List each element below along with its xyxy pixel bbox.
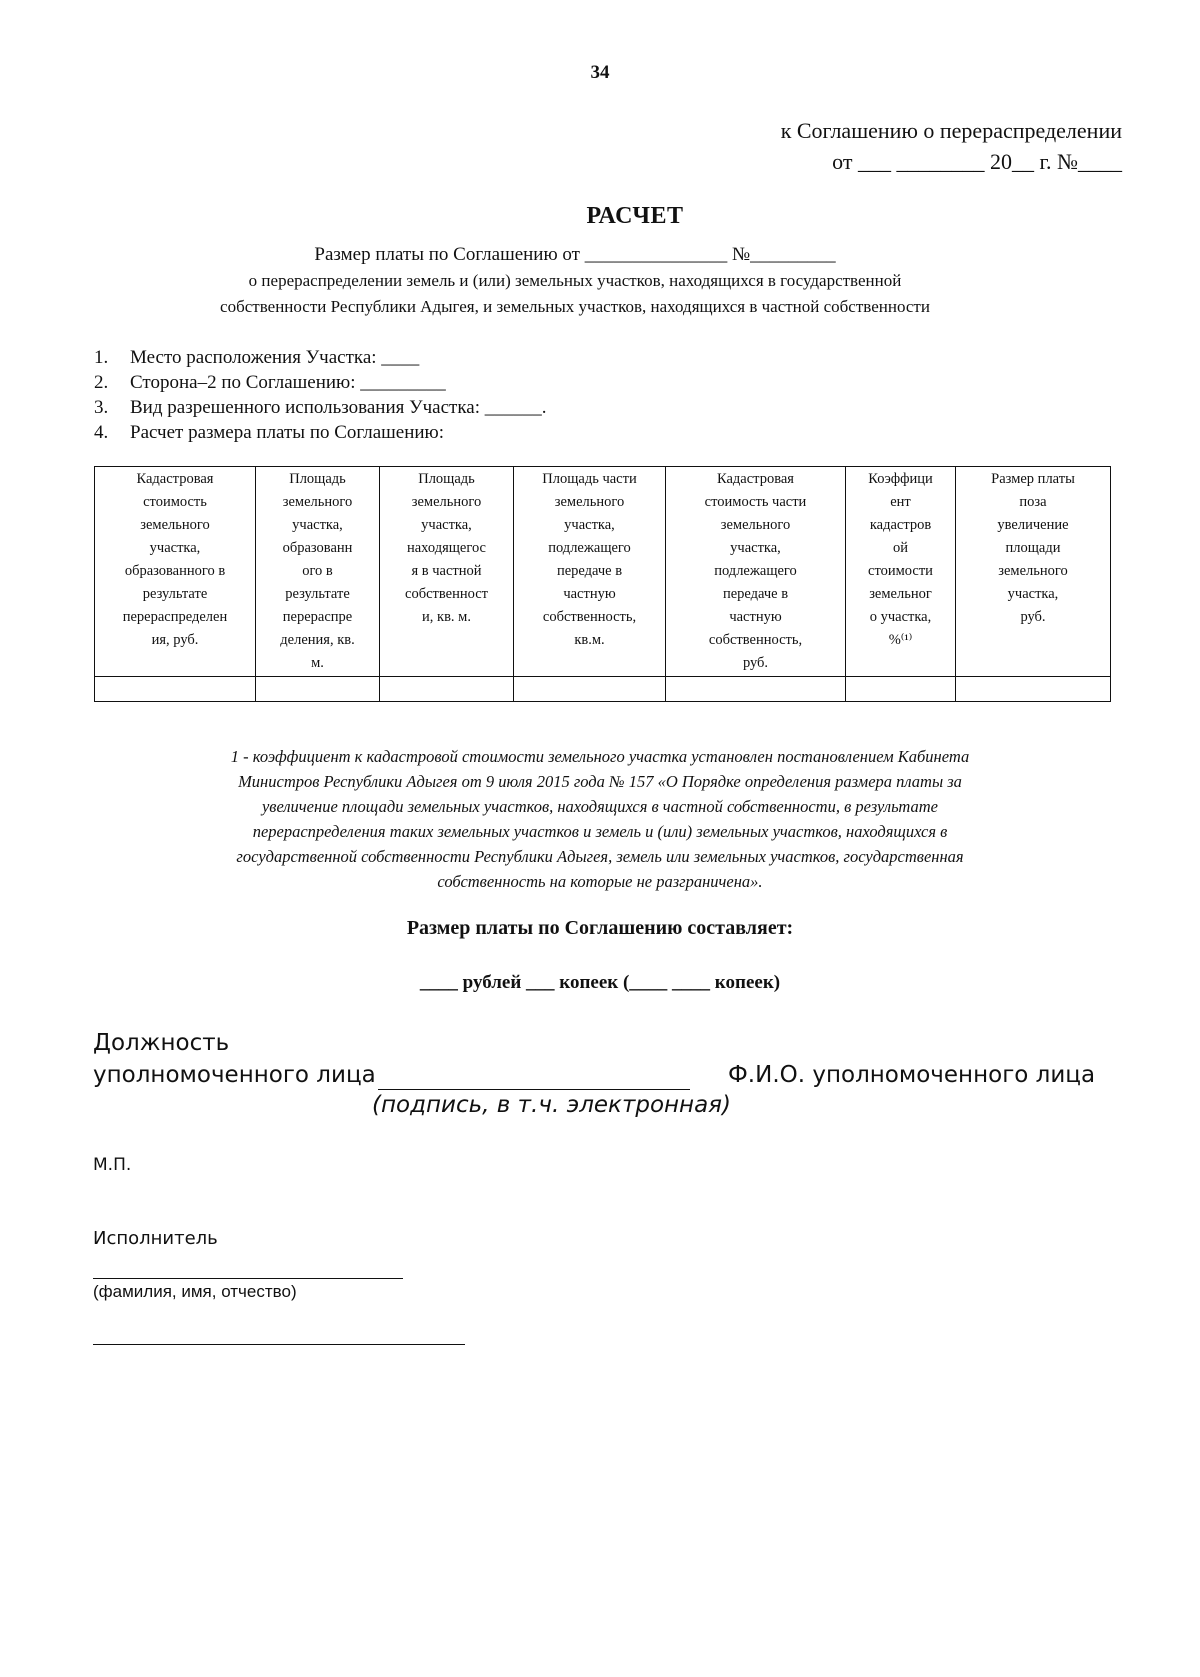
footnote-line: 1 - коэффициент к кадастровой стоимости земельного участка установлен постановлением Кабинета (230, 747, 970, 766)
table-header-cell: Кадастровая стоимость части земельного участка, подлежащего передаче в частную собственность, руб. (666, 467, 846, 677)
table-header-cell: Площадь земельного участка, находящегос я в частной собственност и, кв. м. (380, 467, 514, 677)
footnote-line: собственность на которые не разграничена». (437, 872, 763, 891)
position-label-continued: уполномоченного лица (93, 1062, 376, 1088)
list-item-number: 3. (94, 397, 109, 418)
table-cell (666, 677, 846, 702)
signature-caption: (подпись, в т.ч. электронная) (372, 1092, 731, 1118)
table-cell (95, 677, 256, 702)
footnote-line: увеличение площади земельных участков, находящихся в частной собственности, в результате (261, 797, 939, 816)
subtitle-agreement-line: Размер платы по Соглашению от _______________ №_________ (314, 244, 836, 265)
info-list (94, 345, 546, 445)
executor-name-line (93, 1278, 403, 1279)
list-item-number: 1. (94, 347, 109, 368)
table-cell (514, 677, 666, 702)
list-item-text: Место расположения Участка: ____ (130, 347, 420, 368)
table-header-cell: Площадь части земельного участка, подлежащего передаче в частную собственность, кв.м. (514, 467, 666, 677)
subtitle-description-line1: о перераспределении земель и (или) земельных участков, находящихся в государственной (248, 271, 902, 290)
list-item (94, 370, 546, 395)
list-item (94, 345, 546, 370)
table-header-cell: Площадь земельного участка, образованн ого в результате перераспре деления, кв. м. (256, 467, 380, 677)
payment-heading: Размер платы по Соглашению составляет: (406, 917, 794, 939)
footnote-line: государственной собственности Республики Адыгея, земель или земельных участков, государственная (236, 847, 964, 866)
executor-caption: (фамилия, имя, отчество) (93, 1282, 297, 1301)
table-cell (846, 677, 956, 702)
table-header-row (95, 467, 1111, 677)
table-header-cell: Размер платы поза увеличение площади земельного участка, руб. (956, 467, 1111, 677)
list-item-number: 4. (94, 422, 109, 443)
executor-contact-line (93, 1344, 465, 1345)
footnote (110, 744, 1090, 894)
list-item-text: Вид разрешенного использования Участка: ______. (130, 397, 547, 418)
list-item-text: Сторона–2 по Соглашению: _________ (130, 372, 446, 393)
table-row (95, 677, 1111, 702)
page-number: 34 (590, 62, 610, 83)
appendix-date-number: от ___ ________ 20__ г. №____ (832, 149, 1122, 174)
appendix-reference: к Соглашению о перераспределении (780, 118, 1122, 143)
payment-amount: ____ рублей ___ копеек (____ ____ копеек) (419, 972, 781, 993)
fio-label: Ф.И.О. уполномоченного лица (728, 1062, 1096, 1088)
table-cell (956, 677, 1111, 702)
calculation-table (94, 466, 1111, 702)
list-item-number: 2. (94, 372, 109, 393)
footnote-line: перераспределения таких земельных участков и земель и (или) земельных участков, находящихся в (252, 822, 948, 841)
table-cell (380, 677, 514, 702)
list-item (94, 395, 546, 420)
document-title: РАСЧЕТ (586, 203, 684, 229)
signature-line (378, 1089, 690, 1090)
footnote-line: Министров Республики Адыгея от 9 июля 2015 года № 157 «О Порядке определения размера платы за (238, 772, 962, 791)
list-item (94, 420, 546, 445)
subtitle-description-line2: собственности Республики Адыгея, и земельных участков, находящихся в частной собственности (220, 297, 930, 316)
table-header-cell: Коэффици ент кадастров ой стоимости земельног о участка, %⁽¹⁾ (846, 467, 956, 677)
table-header-cell: Кадастровая стоимость земельного участка, образованного в результате перераспределен ия, руб. (95, 467, 256, 677)
stamp-label: М.П. (93, 1155, 132, 1175)
table-cell (256, 677, 380, 702)
list-item-text: Расчет размера платы по Соглашению: (130, 422, 445, 443)
position-label: Должность (93, 1030, 230, 1056)
executor-label: Исполнитель (93, 1228, 218, 1249)
